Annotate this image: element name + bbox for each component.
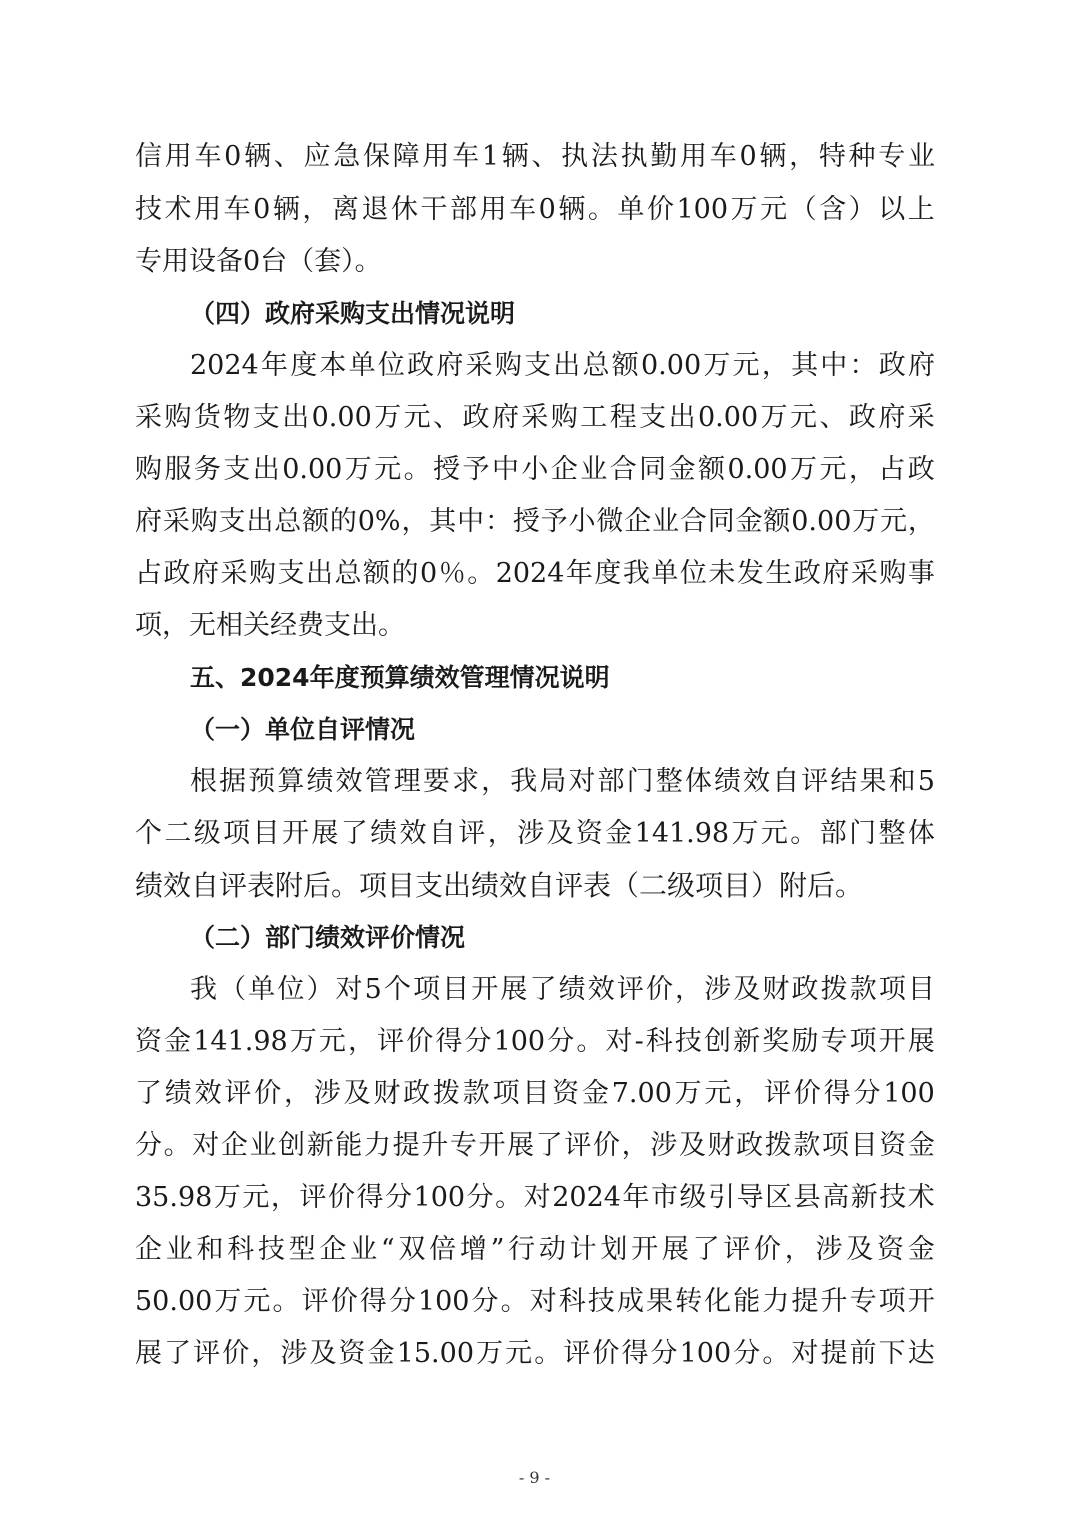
text-line: 分 。 对 企 业 创 新 能 力 提 升 专 开 展 了 评 价 ， 涉 及 财 政 拨 款 项 目 资 金 [135, 1130, 935, 1161]
text-line: 信 用 车 0 辆 、 应 急 保 障 用 车 1 辆 、 执 法 执 勤 用 车 0 辆 ， 特 种 专 业 [135, 141, 935, 172]
page-number: - 9 - [518, 1468, 551, 1487]
text-line: 资 金 141.98 万 元 ， 评 价 得 分 100 分 。 对 - 科 技 创 新 奖 励 专 项 开 展 [135, 1026, 935, 1057]
text-line: 根 据 预 算 绩 效 管 理 要 求 ， 我 局 对 部 门 整 体 绩 效 自 评 结 果 和 5 [190, 766, 935, 797]
text-line: 个 二 级 项 目 开 展 了 绩 效 自 评 ， 涉 及 资 金 141.98 万 元 。 部 门 整 体 [135, 818, 935, 849]
text-line: 我 （ 单 位 ） 对 5 个 项 目 开 展 了 绩 效 评 价 ， 涉 及 财 政 拨 款 项 目 [190, 974, 935, 1005]
text-line: 占 政 府 采 购 支 出 总 额 的 0 ％ 。 2024 年 度 我 单 位 未 发 生 政 府 采 购 事 [135, 558, 935, 589]
text-line: 展 了 评 价 ， 涉 及 资 金 15.00 万 元 。 评 价 得 分 100 分 。 对 提 前 下 达 [135, 1338, 935, 1369]
text-line: 企 业 和 科 技 型 企 业 “ 双 倍 增 ” 行 动 计 划 开 展 了 评 价 ， 涉 及 资 金 [135, 1234, 935, 1265]
text-line: 采 购 货 物 支 出 0.00 万 元 、 政 府 采 购 工 程 支 出 0.00 万 元 、 政 府 采 [135, 402, 935, 433]
text-line: 府 采 购 支 出 总 额 的 0% ， 其 中 ： 授 予 小 微 企 业 合 同 金 额 0.00 万 元 ， [135, 506, 935, 537]
section-heading: （四）政府采购支出情况说明 [190, 299, 516, 328]
text-line: 35.98 万 元 ， 评 价 得 分 100 分 。 对 2024 年 市 级 引 导 区 县 高 新 技 术 [135, 1182, 935, 1213]
text-line: 了 绩 效 评 价 ， 涉 及 财 政 拨 款 项 目 资 金 7.00 万 元 ， 评 价 得 分 100 [135, 1078, 935, 1109]
text-line: 专用设备0台（套）。 [135, 246, 382, 277]
text-line: 绩效自评表附后。项目支出绩效自评表（二级项目）附后。 [135, 869, 864, 902]
text-line: 技 术 用 车 0 辆 ， 离 退 休 干 部 用 车 0 辆 。 单 价 100 万 元 （ 含 ） 以 上 [135, 194, 935, 225]
text-line: 项，无相关经费支出。 [135, 610, 405, 641]
text-line: 购 服 务 支 出 0.00 万 元 。 授 予 中 小 企 业 合 同 金 额 0.00 万 元 ， 占 政 [135, 454, 935, 485]
text-line: 2024 年 度 本 单 位 政 府 采 购 支 出 总 额 0.00 万 元 ， 其 中 ： 政 府 [190, 350, 935, 381]
section-heading: （二）部门绩效评价情况 [190, 923, 466, 952]
section-heading: 五、2024年度预算绩效管理情况说明 [190, 663, 610, 692]
section-heading: （一）单位自评情况 [190, 715, 416, 744]
text-line: 50.00 万 元 。 评 价 得 分 100 分 。 对 科 技 成 果 转 化 能 力 提 升 专 项 开 [135, 1286, 935, 1317]
